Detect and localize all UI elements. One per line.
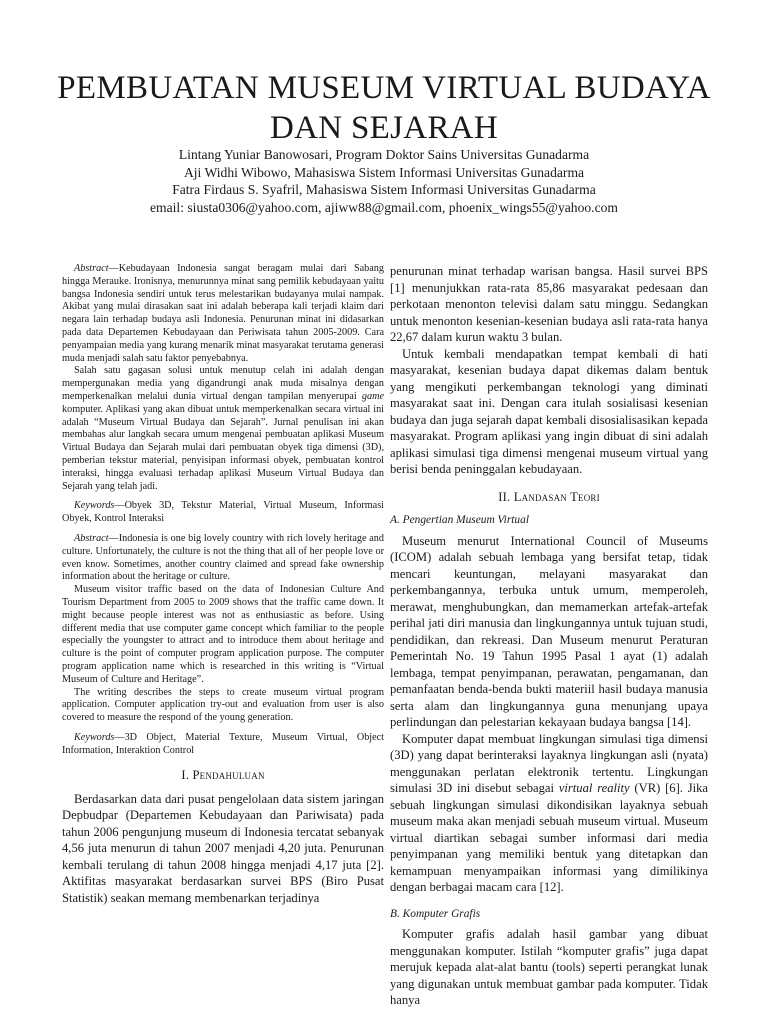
abstract-id-text-1: —Kebudayaan Indonesia sangat beragam mulai dari Sabang hingga Merauke. Ironisnya, menurunnya minat sang pemilik kebudayaan yaitu bangsa Indonesia sendiri untuk terus melestarikan budayanya mulai nampak. Akibat yang mulai dirasakan saat ini adalah beberapa kali terjadi klaim dari negara lain terhadap budaya asli Indonesia. Penurunan minat ini didasarkan pada data Departemen Kebudayaan dan Periwisata tahun 2005-2009. Cara penyampaian media yang kurang menarik minat masyarakat terutama generasi muda menjadi salah satu faktor penyebabnya. bbox=[62, 263, 384, 364]
right-paragraph-1: penurunan minat terhadap warisan bangsa. Hasil survei BPS [1] menunjukkan rata-rata 85,86 masyarakat pedesaan dan perkotaan menonton televisi dalam satu minggu. Sedangkan untuk menonton kesenian-kesenian budaya asli rata-rata hanya 22,67 dalam kurun waktu 3 bulan. bbox=[390, 264, 708, 344]
right-paragraph-4a: Komputer dapat membuat lingkungan simulasi tiga dimensi (3D) yang dapat berinteraksi layaknya lingkungan asli (nyata) menggunakan perlatan elektronik tertentu. Lingkungan simulasi 3D ini disebut sebagai bbox=[390, 731, 708, 795]
keywords-id-text: —Obyek 3D, Tekstur Material, Virtual Museum, Informasi Obyek, Kontrol Interaksi bbox=[62, 500, 384, 525]
title-line-2: DAN SEJARAH bbox=[270, 110, 498, 146]
right-paragraph-2: Untuk kembali mendapatkan tempat kembali di hati masyarakat, kesenian budaya dapat dikemas dalam bentuk yang mengikuti perkembangan teknologi yang diminati masyarakat saat ini. Dengan cara itulah sosialisasi kesenian budaya dan juga sejarah dapat kembali disosialisasikan kepada masyarakat. Program aplikasi yang ingin dibuat di sini adalah aplikasi simulasi tiga dimensi mengenai museum virtual yang berisi benda peninggalan kebudayaan. bbox=[390, 346, 708, 476]
abstract-en-text-2: Museum visitor traffic based on the data of Indonesian Culture And Tourism Department from 2005 to 2009 shows that the traffic came down. It might because people interest was not as enthusiastic as before. Using different media that use computer game concept which familiar to the people especially the youngster to attract and to introduce them about heritage and culture is the point of computer program application purpose. The computer program application name which is researched in this writing is “Virtual Museum of Culture and Heritage”. bbox=[62, 584, 384, 685]
author-emails: email: siusta0306@yahoo.com, ajiww88@gmail.com, phoenix_wings55@yahoo.com bbox=[150, 199, 618, 215]
section-heading-2 bbox=[390, 489, 708, 506]
abstract-id-text-2b: komputer. Aplikasi yang akan dibuat untuk memperkenalkan secara virtual ini adalah “Museum Virtual Budaya dan Sejarah”. Jurnal penulisan ini akan membahas alur langkah secara umum mengenai pembuatan aplikasi Museum Virtual Budaya dan Sejarah mulai dari pembuatan obyek tiga dimensi (3D), pemberian tekstur material, penyisipan informasi obyek, pembuatan kontrol interaksi, hingga evaluasi terhadap aplikasi Museum Virtual Budaya dan Sejarah yang telah jadi. bbox=[62, 403, 384, 492]
intro-paragraph-1: Berdasarkan data dari pusat pengelolaan data sistem jaringan Depbudpar (Departemen Kebudayaan dan Pariwisata) pada tahun 2006 pengunjung museum di Indonesia tercatat sebanyak 4,56 juta menurun di tahun 2007 menjadi 4,20 juta. Penurunan kembali terulang di tahun 2008 hingga menjadi 4,17 juta [2]. Aktifitas masyarakat berdasarkan survei BPS (Biro Pusat Statistik) seakan memang membenarkan terjadinya bbox=[62, 791, 384, 905]
right-paragraph-3: Museum menurut International Council of Museums (ICOM) adalah sebuah lembaga yang bersifat tetap, tidak mencari keuntungan, melayani masyarakat dan perkembangannya, terbuka untuk umum, memperoleh, merawat, menghubungkan, dan memamerkan artefak-artefak perihal jati diri manusia dan lingkungannya untuk tujuan studi, pendidikan, dan rekreasi. Dan Museum menurut Peraturan Pemerintah No. 19 Tahun 1995 Pasal 1 ayat (1) adalah lembaga, tempat penyimpanan, perawatan, pengamanan, dan pemanfaatan benda-benda bukti materiil hasil budaya manusia serta alam dan lingkungannya guna menunjang upaya perlindungan dan pelestarian kekayaan budaya bangsa [14]. bbox=[390, 533, 708, 729]
author-block bbox=[0, 146, 768, 216]
keywords-en-text: —3D Object, Material Texture, Museum Virtual, Object Information, Interaktion Control bbox=[62, 731, 384, 756]
section-1-title: Pendahuluan bbox=[192, 768, 265, 783]
paper-title bbox=[0, 68, 768, 148]
subsection-a-heading: A. Pengertian Museum Virtual bbox=[390, 514, 529, 526]
virtual-reality-term: virtual reality bbox=[558, 781, 630, 795]
keywords-english bbox=[62, 732, 384, 758]
section-2-number: II. bbox=[498, 489, 511, 504]
abstract-id-text-2a: Salah satu gagasan solusi untuk menutup celah ini adalah dengan mempergunakan media yang digandrungi anak muda misalnya dengan memperkenalkan melalui dunia virtual dengan tampilan menyerupai bbox=[62, 365, 384, 402]
abstract-id-game: game bbox=[361, 390, 384, 402]
right-paragraph-4b: (VR) [6]. Jika sebuah lingkungan simulasi dikondisikan layaknya sebuah museum maka akan menjadi sebuah museum virtual. Museum virtual diartikan sebagai sumber informasi dari media penyimpanan yang memiliki bentuk yang ditetapkan dan kemampuan menyampaikan informasi yang dimilikinya dengan berbagai macam cara [12]. bbox=[390, 781, 709, 894]
keywords-indonesian bbox=[62, 500, 384, 526]
section-heading-1 bbox=[62, 768, 384, 783]
title-line-1: PEMBUATAN MUSEUM VIRTUAL BUDAYA bbox=[57, 70, 711, 106]
right-column bbox=[390, 263, 708, 1009]
left-column bbox=[62, 263, 384, 906]
section-2-title: Landasan Teori bbox=[513, 489, 600, 504]
author-2: Aji Widhi Wibowo, Mahasiswa Sistem Informasi Universitas Gunadarma bbox=[183, 164, 585, 180]
abstract-id-label: Abstract bbox=[74, 263, 109, 274]
keywords-id-label: Keywords bbox=[74, 500, 115, 512]
author-1: Lintang Yuniar Banowosari, Program Doktor Sains Universitas Gunadarma bbox=[178, 147, 590, 162]
abstract-en-text-3: The writing describes the steps to create museum virtual program application. Computer application try-out and evaluation from user is also covered to measure the respond of the young generation. bbox=[62, 686, 384, 724]
keywords-en-label: Keywords bbox=[74, 731, 115, 743]
author-3: Fatra Firdaus S. Syafril, Mahasiswa Sistem Informasi Universitas Gunadarma bbox=[172, 182, 596, 197]
abstract-indonesian bbox=[62, 263, 384, 493]
abstract-en-text-1: —Indonesia is one big lovely country with rich lovely heritage and culture. Unfortunately, the culture is not the thing that all of her people love or even know. Sometimes, another country claimed and spread fake ownership information about the heritage or culture. bbox=[62, 532, 384, 583]
section-1-number: I. bbox=[181, 768, 190, 783]
abstract-en-label: Abstract bbox=[74, 532, 109, 544]
abstract-english bbox=[62, 533, 384, 725]
right-paragraph-5: Komputer grafis adalah hasil gambar yang dibuat menggunakan komputer. Istilah “komputer grafis” juga dapat merujuk kepada alat-alat bantu (tools) seperti perangkat lunak yang digunakan untuk membuat gambar pada komputer. Tidak hanya bbox=[390, 927, 708, 1007]
subsection-b-heading: B. Komputer Grafis bbox=[390, 907, 481, 920]
introduction bbox=[62, 791, 384, 907]
